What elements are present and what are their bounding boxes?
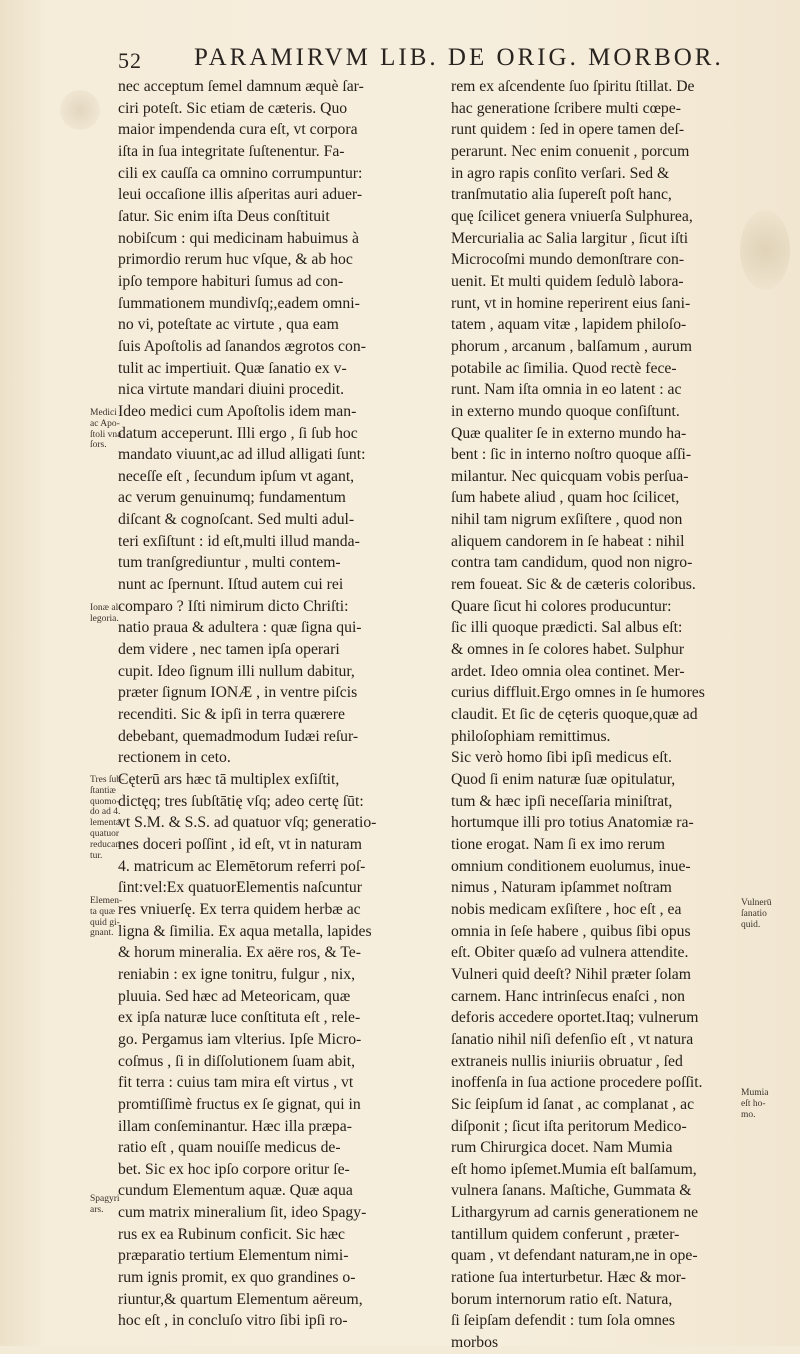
text-line: Cęterū ars hæc tā multiplex exſiſtit,	[118, 771, 340, 788]
text-line: tulit ac impertiuit. Quæ ſanatio ex v-	[118, 359, 347, 377]
margin-note-line: tur.	[90, 850, 103, 861]
text-line: Lithargyrum ad carnis generationem ne	[451, 1204, 699, 1222]
text-line: aliquem candorem in ſe habeat : nihil	[451, 532, 685, 550]
text-line: maior impendenda cura eſt, vt corpora	[118, 121, 358, 139]
text-line: claudit. Et ſic de cęteris quoque,quæ ad	[451, 706, 698, 724]
text-line: uenit. Et multi quidem ſedulò labora-	[451, 272, 684, 290]
margin-note-spagyri	[90, 1194, 120, 1216]
text-line: tione erogat. Nam ſi ex imo rerum	[451, 835, 665, 853]
text-line: ac verum genuinumq; fundamentum	[118, 489, 346, 507]
text-line: philoſophiam remittimus.	[451, 727, 611, 745]
text-line: diſponit ; ſicut iſta peritorum Medico-	[451, 1117, 687, 1135]
margin-note-line: gnant.	[90, 928, 114, 939]
margin-note-tres	[90, 775, 124, 861]
text-line: datum acceperunt. Illi ergo , ſi ſub hoc	[118, 424, 358, 442]
text-line: eſt homo ipſemet.Mumia eſt balſamum,	[451, 1160, 697, 1178]
text-line: rectionem in ceto.	[118, 749, 231, 767]
text-line: carnem. Hanc intrinſecus enaſci , non	[451, 987, 685, 1005]
text-line: cundum Elementum aquæ. Quæ aqua	[118, 1182, 353, 1200]
text-line: hortumque illi pro totius Anatomiæ ra-	[451, 814, 694, 832]
text-line: go. Pergamus iam vlterius. Ipſe Micro-	[118, 1030, 362, 1048]
text-line: tum tranſgrediuntur , multi contem-	[118, 554, 341, 572]
text-line: neceſſe eſt , ſecundum ipſum vt agant,	[118, 467, 355, 485]
margin-note-line: Mumia	[741, 1088, 769, 1098]
margin-note-mumia	[741, 1088, 768, 1120]
text-line: ardet. Ideo omnia olea continet. Mer-	[451, 662, 685, 680]
margin-note-ionae	[90, 603, 121, 625]
text-line: nunt ac ſpernunt. Iſtud autem cui rei	[118, 576, 344, 594]
text-line: eſt. Obiter quæſo ad vulnera attendite.	[451, 944, 689, 962]
text-line: Sic verò homo ſibi ipſi medicus eſt.	[451, 749, 672, 767]
text-line: nobis medicam exſiſtere , hoc eſt , ea	[451, 900, 682, 918]
text-line: res vniuerſę. Ex terra quidem herbæ ac	[118, 900, 361, 918]
text-line: ſi ſeipſam defendit : tum ſola omnes	[451, 1312, 675, 1330]
text-line: omnium conditionem euolumus, inue-	[451, 857, 691, 875]
margin-note-line: ſanatio	[741, 908, 767, 919]
text-line: ſuis Apoſtolis ad ſanandos ægrotos con-	[118, 337, 366, 355]
text-line: hac generatione ſcribere multi cœpe-	[451, 99, 681, 117]
text-line: ſic illi quoque prædicti. Sal albus eſt:	[451, 619, 683, 637]
text-line: ſummationem mundivſq;,eadem omni-	[118, 294, 360, 312]
margin-note-elementa	[90, 896, 122, 939]
text-line: cum matrix mineralium ſit, ideo Spagy-	[118, 1204, 367, 1222]
text-line: Mercurialia ac Salia largitur , ſicut iſti	[451, 229, 689, 247]
text-line: bet. Sic ex hoc ipſo corpore oritur ſe-	[118, 1160, 350, 1178]
text-line: tatem , aquam vitæ , lapidem philoſo-	[451, 316, 687, 334]
text-line: ſanatio nihil niſi defenſio eſt , vt natura	[451, 1030, 694, 1048]
margin-note-line: quatuor	[90, 828, 120, 839]
text-line: comparo ? Iſti nimirum dicto Chriſti:	[118, 597, 349, 615]
margin-note-line: ſtoli vna	[90, 429, 122, 440]
text-line: rus ex ea Rubinum conficit. Sic hæc	[118, 1225, 345, 1243]
text-line: 4. matricum ac Elemētorum referri poſ-	[118, 857, 366, 875]
text-line: Microcoſmi mundo demonſtrare con-	[451, 251, 685, 269]
text-line: perarunt. Nec enim conuenit , porcum	[451, 142, 690, 160]
text-line: runt, vt in homine reperirent eius ſani-	[451, 294, 691, 312]
text-line: ipſo tempore habituri ſumus ad con-	[118, 272, 344, 290]
text-line: pluuia. Sed hæc ad Meteoricam, quæ	[118, 987, 351, 1005]
text-line: no vi, poteſtate ac virtute , qua eam	[118, 316, 339, 334]
text-line: deforis accedere oportet.Itaq; vulnerum	[451, 1009, 699, 1027]
text-line: & horum mineralia. Ex aëre ros, & Te-	[118, 944, 361, 962]
text-line: leui occaſione illis aſperitas auri aduer-	[118, 186, 363, 204]
text-line: hoc eſt , in concluſo vitro ſibi ipſi ro-	[118, 1312, 348, 1330]
text-line: coſmus , ſi in diſſolutionem ſuam abit,	[118, 1052, 356, 1070]
text-line: cupit. Ideo ſignum illi nullum dabitur,	[118, 662, 355, 680]
margin-note-line: Tres ſub-	[90, 775, 125, 785]
text-line: tantillum quidem conferunt , præter-	[451, 1225, 680, 1243]
text-line: curius diffluit.Ergo omnes in ſe humores	[451, 684, 705, 702]
margin-note-line: reducan	[90, 839, 121, 850]
paper-stain	[60, 90, 100, 130]
text-line: riuntur,& quartum Elementum aëreum,	[118, 1290, 363, 1308]
text-line: recenditi. Sic & ipſi in terra quærere	[118, 706, 345, 724]
text-line: potabile ac ſimilia. Quod rectè fece-	[451, 359, 677, 377]
text-line: morbos	[451, 1334, 499, 1352]
text-line: diſcant & cognoſcant. Sed multi adul-	[118, 511, 355, 529]
text-line: milantur. Nec quicquam vobis perſua-	[451, 467, 689, 485]
text-line: inoffenſa in ſua actione procedere poſſit.	[451, 1074, 703, 1092]
text-line: Quare ſicut hi colores producuntur:	[451, 597, 672, 615]
text-line: borum internorum ratio eſt. Natura,	[451, 1290, 673, 1308]
text-line: teri exſiſtunt : id eſt,multi illud manda-	[118, 532, 360, 550]
text-line: ciri poteſt. Sic etiam de cæteris. Quo	[118, 99, 348, 117]
text-line: Sic ſeipſum id ſanat , ac complanat , ac	[451, 1095, 695, 1113]
paper-stain	[740, 210, 790, 290]
text-line: præparatio tertium Elementum nimi-	[118, 1247, 349, 1265]
margin-note-line: do ad 4.	[90, 807, 121, 818]
text-line: quę ſcilicet genera vniuerſa Sulphurea,	[451, 207, 693, 225]
text-line: nica virtute mandari diuini procedit.	[118, 381, 345, 399]
margin-note-line: quid.	[741, 919, 761, 930]
text-line: natio praua & adultera : quæ ſigna qui-	[118, 619, 362, 637]
margin-note-line: lementa	[90, 818, 121, 829]
text-line: in agro rapis conſito verſari. Sed &	[451, 164, 670, 182]
text-line: nec acceptum ſemel damnum æquè ſar-	[118, 78, 364, 95]
text-line: ſatur. Sic enim iſta Deus conſtituit	[118, 207, 330, 225]
text-line: nihil tam nigrum exſiſtere , quod non	[451, 511, 683, 529]
text-line: vt S.M. & S.S. ad quatuor vſq; generatio-	[118, 814, 377, 832]
text-line: quam , vt defendant naturam,ne in ope-	[451, 1247, 698, 1265]
text-line: ſum habete aliud , quam hoc ſcilicet,	[451, 489, 680, 507]
text-line: primordio rerum huc vſque, & ab hoc	[118, 251, 353, 269]
text-line: omnia in ſeſe habere , quibus ſibi opus	[451, 922, 691, 940]
text-line: ſint:vel:Ex quatuorElementis naſcuntur	[118, 879, 362, 897]
right-text-column	[451, 76, 737, 1354]
text-line: nobiſcum : qui medicinam habuimus à	[118, 229, 359, 247]
text-line: runt quidem : ſed in opere tamen deſ-	[451, 121, 685, 139]
text-line: bent : ſic in interno noſtro quoque aſſi-	[451, 446, 692, 464]
margin-note-line: legoria.	[90, 613, 119, 624]
text-line: rum ignis promit, ex quo grandines o-	[118, 1269, 356, 1287]
text-line: illam conſeminantur. Hæc illa præpa-	[118, 1117, 352, 1135]
text-line: phorum , arcanum , balſamum , aurum	[451, 337, 692, 355]
text-line: vulnera ſanans. Maſtiche, Gummata &	[451, 1182, 692, 1200]
margin-note-line: ta quæ	[90, 906, 116, 917]
margin-note-line: Spagyri	[90, 1194, 120, 1204]
text-line: in externo mundo quoque conſiſtunt.	[451, 402, 680, 420]
text-line: ligna & ſimilia. Ex aqua metalla, lapides	[118, 922, 372, 940]
text-line: ratione ſua interturbetur. Hæc & mor-	[451, 1269, 686, 1287]
margin-note-line: quid gi-	[90, 917, 120, 928]
text-line: & omnes in ſe colores habet. Sulphur	[451, 641, 685, 659]
margin-note-line: quomo-	[90, 796, 120, 807]
text-line: runt. Nam iſta omnia in eo latent : ac	[451, 381, 682, 399]
text-line: iſta in ſua integritate ſuſtenentur. Fa-	[118, 142, 345, 160]
text-line: dem videre , nec tamen ipſa operari	[118, 641, 340, 659]
text-line: debebant, quemadmodum Iudæi reſur-	[118, 727, 359, 745]
running-title: PARAMIRVM LIB. DE ORIG. MORBOR.	[194, 44, 724, 71]
margin-note-line: ars.	[90, 1204, 104, 1215]
text-line: Quod ſi enim naturæ ſuæ opitulatur,	[451, 771, 676, 788]
text-line: Ideo medici cum Apoſtolis idem man-	[118, 402, 357, 420]
margin-note-line: Medici	[90, 408, 117, 418]
text-line: ratio eſt , quam nouiſſe medicus de-	[118, 1139, 341, 1157]
text-line: nimus , Naturam ipſammet noſtram	[451, 879, 672, 897]
text-line: rem foueat. Sic & de cæteris coloribus.	[451, 576, 696, 594]
margin-note-vulnera	[741, 898, 772, 930]
text-line: contra tam candidum, quod non nigro-	[451, 554, 693, 572]
text-line: promtiſſimè fructus ex ſe gignat, qui in	[118, 1095, 361, 1113]
left-text-column	[118, 76, 440, 1332]
text-line: Quæ qualiter ſe in externo mundo ha-	[451, 424, 687, 442]
page-number: 52	[118, 48, 142, 73]
text-line: reniabin : ex igne tonitru, fulgur , nix,	[118, 965, 356, 983]
text-line: ex ipſa naturæ luce conſtituta eſt , rele-	[118, 1009, 361, 1027]
margin-note-line: mo.	[741, 1109, 756, 1120]
margin-note-line: Vulnerū	[741, 898, 772, 908]
text-line: tum & hæc ipſi neceſſaria miniſtrat,	[451, 792, 673, 810]
margin-note-line: Elemen-	[90, 896, 123, 906]
text-line: tranſmutatio alia ſupereſt poſt hanc,	[451, 186, 672, 204]
text-line: extraneis nullis iniuriis obruatur , ſed	[451, 1052, 683, 1070]
margin-note-line: ſors.	[90, 440, 107, 451]
text-line: nes doceri poſſint , id eſt, vt in naturam	[118, 835, 362, 853]
text-line: rum Chirurgica docet. Nam Mumia	[451, 1139, 673, 1157]
margin-note-line: ſtantiæ	[90, 785, 116, 796]
text-line: rem ex aſcendente ſuo ſpiritu ſtillat. De	[451, 78, 695, 95]
margin-note-line: eſt ho-	[741, 1098, 766, 1109]
text-line: præter ſignum IONÆ , in ventre piſcis	[118, 684, 358, 702]
margin-note-line: Ionæ al-	[90, 603, 122, 613]
text-line: Vulneri quid deeſt? Nihil præter ſolam	[451, 965, 691, 983]
text-line: dictęq; tres ſubſtātię vſq; adeo certę ſūt:	[118, 792, 364, 810]
margin-note-line: ac Apo-	[90, 418, 120, 429]
text-line: cili ex cauſſa ca omnino corrumpuntur:	[118, 164, 363, 182]
margin-note-medici	[90, 408, 121, 451]
text-line: fit terra : cuius tam mira eſt virtus , vt	[118, 1074, 354, 1092]
text-line: mandato viuunt,ac ad illud alligati ſunt:	[118, 446, 366, 464]
